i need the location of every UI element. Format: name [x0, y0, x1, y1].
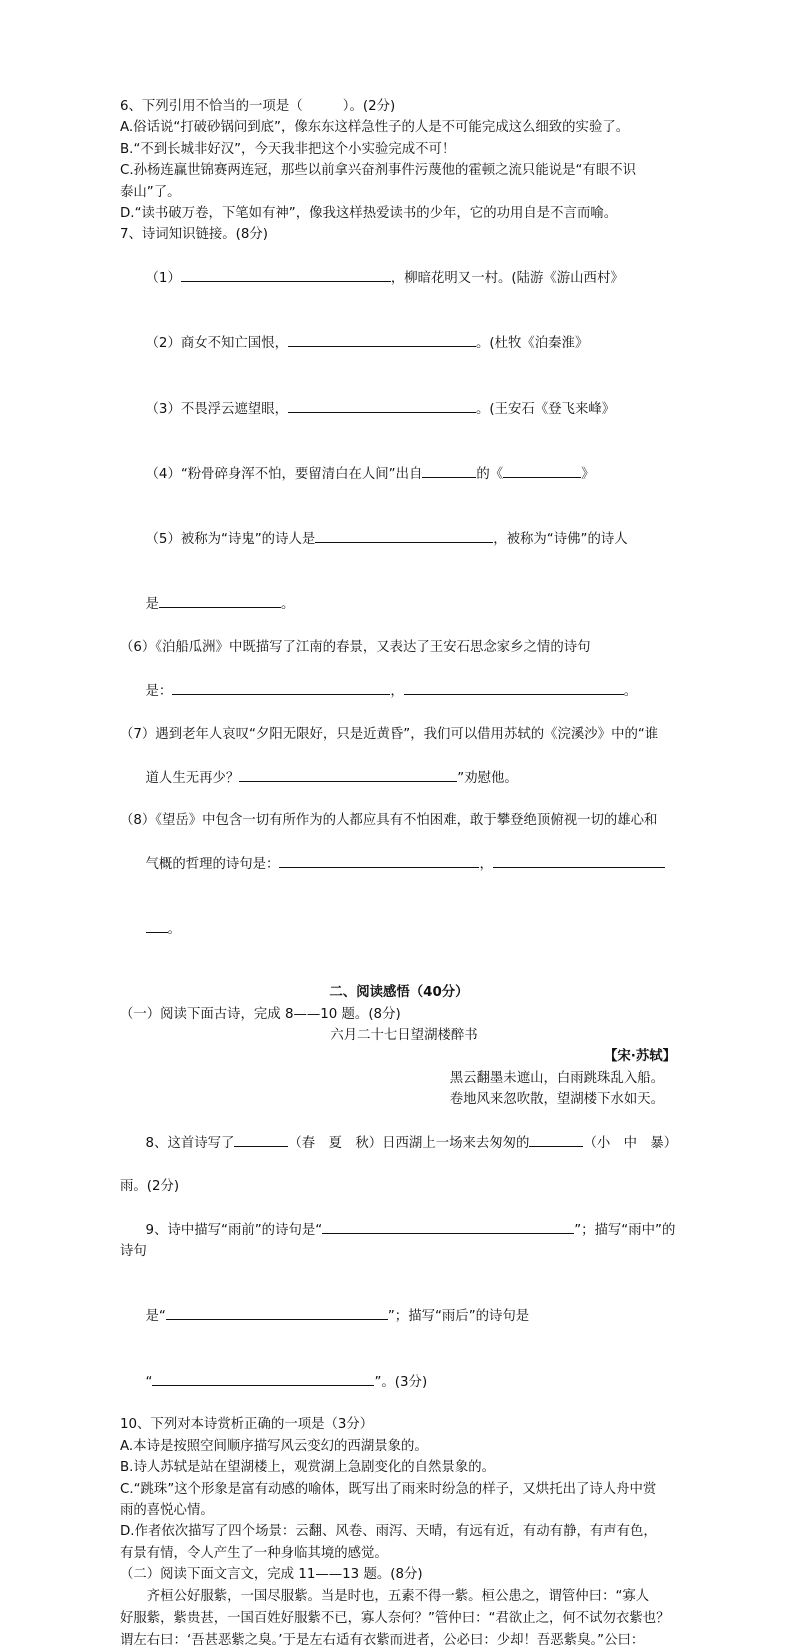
- part2-heading: （二）阅读下面文言文，完成 11——13 题。(8分): [120, 1567, 423, 1583]
- part1-heading: （一）阅读下面古诗，完成 8——10 题。(8分): [120, 1006, 401, 1022]
- q8-line2: 雨。(2分): [120, 1178, 180, 1194]
- poem-verse-1: 黑云翻墨未遮山，白雨跳珠乱入船。: [449, 1070, 664, 1086]
- answer-blank[interactable]: [152, 1371, 374, 1386]
- part2-passage: [120, 1564, 678, 1651]
- q7-item-8-line3: 。: [120, 897, 678, 962]
- q9-line2: 是“ ”；描写“雨后”的诗句是: [120, 1284, 678, 1349]
- answer-blank[interactable]: [279, 853, 479, 868]
- answer-blank[interactable]: [166, 1305, 388, 1320]
- answer-blank[interactable]: [404, 680, 624, 695]
- question-6: [120, 96, 678, 224]
- answer-blank[interactable]: [172, 680, 390, 695]
- question-8: [120, 1111, 678, 1198]
- answer-blank[interactable]: [181, 267, 391, 282]
- q7-stem: 7、诗词知识链接。(8分): [120, 227, 269, 243]
- q9-line3: “ ”。(3分): [120, 1349, 678, 1414]
- answer-blank[interactable]: [159, 593, 281, 608]
- q7-item-7: （7）遇到老年人哀叹“夕阳无限好，只是近黄昏”，我们可以借用苏轼的《浣溪沙》中的“谁: [120, 726, 659, 742]
- q10-option-a: A.本诗是按照空间顺序描写风云变幻的西湖景象的。: [120, 1438, 428, 1454]
- q7-item-4: （4）“粉骨碎身浑不怕，要留清白在人间”出自 的《 》: [120, 442, 678, 507]
- q6-option-c-line2: 泰山”了。: [120, 184, 181, 200]
- answer-blank[interactable]: [234, 1132, 288, 1147]
- q7-item-2: （2）商女不知亡国恨， 。(杜牧《泊秦淮》: [120, 311, 678, 376]
- answer-blank[interactable]: [315, 528, 493, 543]
- passage-line-2: 好服紫，紫贵甚，一国百姓好服紫不已，寡人奈何？”管仲曰：“君欲止之，何不试勿衣紫也？: [120, 1610, 670, 1626]
- q7-item-8: （8）《望岳》中包含一切有所作为的人都应具有不怕困难，敢于攀登绝顶俯视一切的雄心和: [120, 813, 658, 829]
- answer-blank[interactable]: [529, 1132, 583, 1147]
- q10-option-b: B.诗人苏轼是站在望湖楼上，观赏湖上急剧变化的自然景象的。: [120, 1460, 495, 1476]
- q10-option-d-line2: 有景有情，令人产生了一种身临其境的感觉。: [120, 1545, 388, 1561]
- question-9: [120, 1197, 678, 1414]
- q7-item-5-line2: 是 。: [120, 572, 678, 637]
- section-reading: [120, 982, 678, 1110]
- answer-blank[interactable]: [322, 1219, 574, 1234]
- poem-author: 【宋·苏轼】: [603, 1049, 676, 1065]
- q7-item-5: （5）被称为“诗鬼”的诗人是 ，被称为“诗佛”的诗人: [120, 507, 678, 572]
- q10-stem: 10、下列对本诗赏析正确的一项是（3分）: [120, 1417, 374, 1433]
- q6-option-d: D.“读书破万卷，下笔如有神”，像我这样热爱读书的少年，它的功用自是不言而喻。: [120, 206, 618, 222]
- question-7: [120, 224, 678, 962]
- passage-line-3: 谓左右曰：‘吾甚恶紫之臭。’于是左右适有衣紫而进者，公必曰：少却！吾恶紫臭。”公曰：: [120, 1632, 645, 1648]
- answer-blank[interactable]: [288, 398, 476, 413]
- q9-line1: 9、诗中描写“雨前”的诗句是“ ”；描写“雨中”的诗句: [120, 1197, 678, 1284]
- q6-option-c-line1: C.孙杨连赢世锦赛两连冠，那些以前拿兴奋剂事件污蔑他的霍顿之流只能说是“有眼不识: [120, 163, 636, 179]
- answer-blank[interactable]: [503, 463, 581, 478]
- q8-line1: 8、这首诗写了 （春 夏 秋）日西湖上一场来去匆匆的 （小 中 暴）: [120, 1111, 678, 1176]
- answer-blank[interactable]: [146, 918, 168, 933]
- answer-blank[interactable]: [422, 463, 476, 478]
- poem-verse-2: 卷地风来忽吹散，望湖楼下水如天。: [449, 1092, 664, 1108]
- q7-item-1: （1） ，柳暗花明又一村。(陆游《游山西村》: [120, 246, 678, 311]
- question-10: [120, 1414, 678, 1564]
- section-title: 二、阅读感悟（40分）: [329, 985, 469, 1001]
- q7-item-3: （3）不畏浮云遮望眼， 。(王安石《登飞来峰》: [120, 376, 678, 441]
- q10-option-c-line2: 雨的喜悦心情。: [120, 1503, 214, 1518]
- exam-page: [120, 96, 678, 1652]
- q6-stem: 6、下列引用不恰当的一项是（ ）。(2分): [120, 99, 396, 114]
- q10-option-c-line1: C.“跳珠”这个形象是富有动感的喻体，既写出了雨来时纷急的样子，又烘托出了诗人舟中赏: [120, 1481, 657, 1497]
- q7-item-6: （6）《泊船瓜洲》中既描写了江南的春景，又表达了王安石思念家乡之情的诗句: [120, 640, 591, 656]
- passage-line-1: 齐桓公好服紫，一国尽服紫。当是时也，五素不得一紫。桓公患之，谓管仲曰：“寡人: [146, 1588, 650, 1604]
- q7-item-8-line2: 气概的哲理的诗句是： ，: [120, 832, 678, 897]
- answer-blank[interactable]: [239, 767, 457, 782]
- q6-option-a: A.俗话说“打破砂锅问到底”，像东东这样急性子的人是不可能完成这么细致的实验了。: [120, 120, 630, 136]
- q7-item-6-line2: 是： ， 。: [120, 659, 678, 724]
- q6-option-b: B.“不到长城非好汉”，今天我非把这个小实验完成不可！: [120, 141, 456, 157]
- answer-blank[interactable]: [493, 853, 665, 868]
- answer-blank[interactable]: [288, 332, 476, 347]
- q7-item-7-line2: 道人生无再少？ ”劝慰他。: [120, 745, 678, 810]
- poem-title: 六月二十七日望湖楼醉书: [330, 1028, 478, 1044]
- q10-option-d-line1: D.作者依次描写了四个场景：云翻、风卷、雨泻、天晴，有远有近，有动有静，有声有色，: [120, 1524, 657, 1540]
